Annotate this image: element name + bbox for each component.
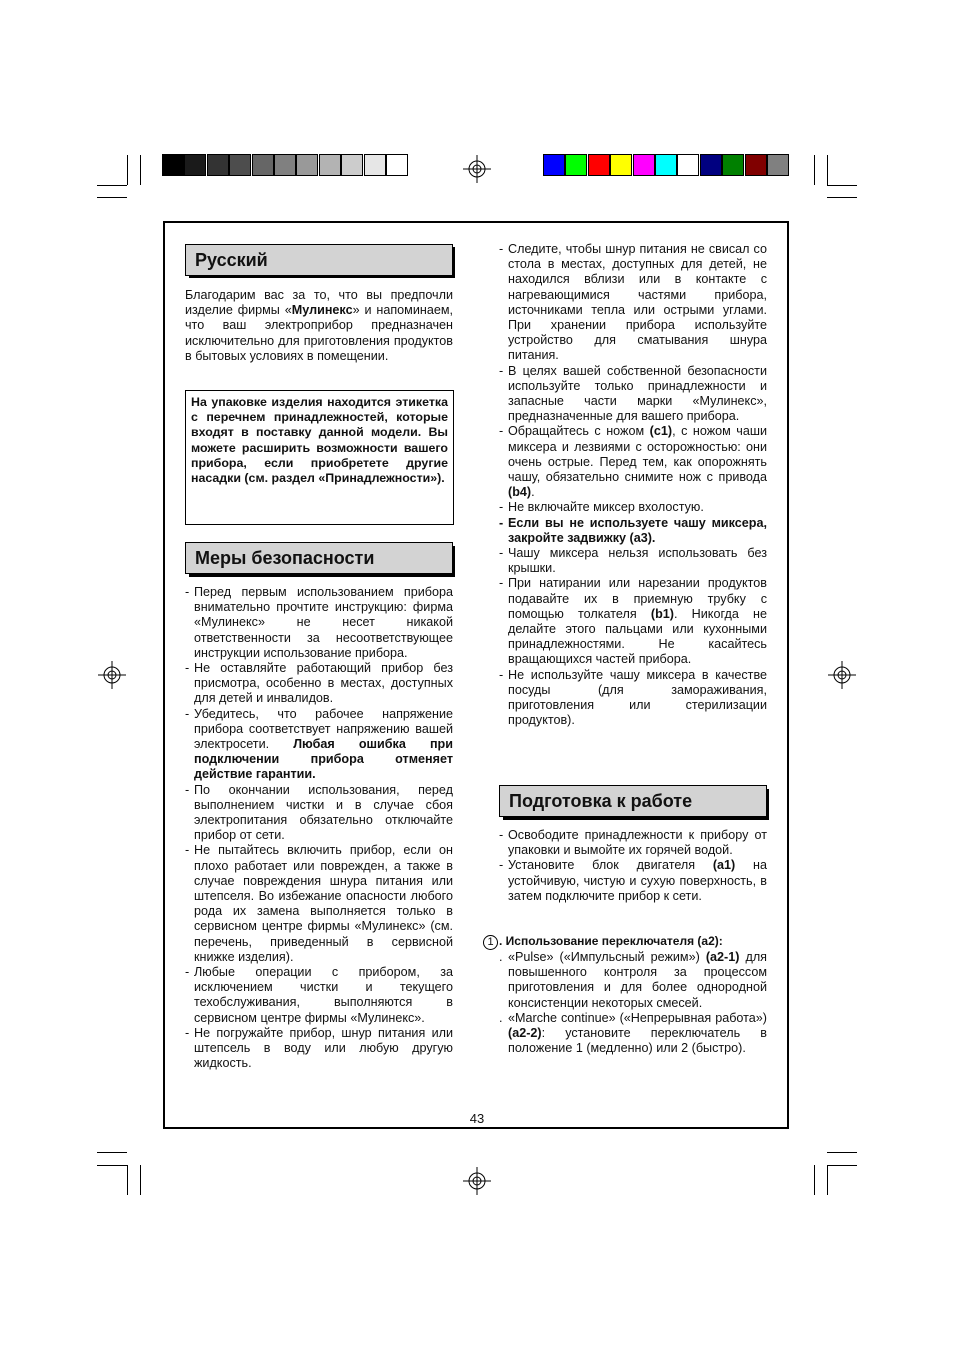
calibration-swatch xyxy=(296,154,318,176)
list-item xyxy=(499,424,767,500)
item-warning: Если вы не используете чашу миксера, закройте задвижку (a3). xyxy=(508,515,767,545)
calibration-swatch xyxy=(633,154,655,176)
calibration-swatch xyxy=(319,154,341,176)
accessories-notice-box: На упаковке изделия находится этикетка с перечнем принадлежностей, которые входят в поставку данной модели. Вы можете расширить возможности вашего прибора, если приобретете другие насадки (см. раздел «Принадлежности»). xyxy=(185,390,454,525)
calibration-swatch xyxy=(274,154,296,176)
list-item xyxy=(499,950,767,1011)
registration-mark-icon xyxy=(463,1167,491,1195)
intro-text-end: » и напоминаем, что ваш электроприбор предназначен исключительно для приготовления продуктов в бытовых условиях в помещении. xyxy=(185,303,453,363)
item-warning: Любая ошибка при подключении прибора отменяет действие гарантии. xyxy=(194,737,453,782)
item-text: По окончании использования, перед выполнением чистки и в случае сбоя электропитания обязательно отключайте прибор от сети. xyxy=(194,782,453,843)
preparation-list xyxy=(499,828,767,904)
list-item xyxy=(499,576,767,667)
list-item xyxy=(185,707,453,783)
part-reference: (b1) xyxy=(650,606,674,621)
registration-mark-icon xyxy=(98,661,126,689)
item-text: . xyxy=(531,485,535,500)
list-item xyxy=(499,500,767,515)
item-text: Установите блок двигателя xyxy=(508,858,713,873)
list-item xyxy=(185,843,453,965)
part-reference: (a1) xyxy=(712,858,736,873)
safety-list-right xyxy=(499,242,767,729)
item-text: Освободите принадлежности к прибору от упаковки и вымойте их горячей водой. xyxy=(508,828,767,858)
switch-usage-title xyxy=(483,934,767,950)
intro-paragraph xyxy=(185,288,453,364)
calibration-swatch xyxy=(767,154,789,176)
item-text: Не погружайте прибор, шнур питания или штепсель в воду или любую другую жидкость. xyxy=(194,1025,453,1071)
list-item xyxy=(499,546,767,576)
safety-list-left xyxy=(185,585,453,1072)
list-item xyxy=(499,828,767,858)
part-reference: (a2-2) xyxy=(508,1026,542,1041)
item-text: на устойчивую, чистую и сухую поверхность, в затем подключите прибор к сети. xyxy=(508,858,767,903)
item-text: . Никогда не делайте этого пальцами или кухонными принадлежностями. Не касайтесь вращающихся частей прибора. xyxy=(508,606,768,667)
item-text: Не включайте миксер вхолостую. xyxy=(508,500,704,515)
list-item xyxy=(185,1026,453,1072)
step-title: . Использование переключателя (a2): xyxy=(499,934,723,948)
list-item xyxy=(499,1011,767,1057)
part-reference: (c1) xyxy=(649,424,673,439)
calibration-swatch xyxy=(341,154,363,176)
item-text: Не используйте чашу миксера в качестве посуды (для замораживания, приготовления или стерилизации продуктов). xyxy=(508,667,767,728)
item-text: Перед первым использованием прибора внимательно прочтите инструкцию: фирма «Мулинекс» не несет никакой ответственности за несоответствующее инструкции использование прибора. xyxy=(194,585,453,660)
part-reference: (b4) xyxy=(508,485,532,500)
registration-mark-icon xyxy=(463,155,491,183)
item-text: Обращайтесь с ножом xyxy=(508,424,650,439)
list-item xyxy=(185,585,453,661)
calibration-swatch xyxy=(184,154,206,176)
calibration-swatch xyxy=(700,154,722,176)
calibration-swatch xyxy=(610,154,632,176)
item-text: : установите переключатель в положение 1 (медленно) или 2 (быстро). xyxy=(508,1026,767,1056)
calibration-swatch xyxy=(207,154,229,176)
list-item xyxy=(185,965,453,1026)
calibration-swatch xyxy=(722,154,744,176)
item-text: Не оставляйте работающий прибор без присмотра, особенно в местах, доступных для детей и инвалидов. xyxy=(194,661,453,706)
registration-mark-icon xyxy=(828,661,856,689)
item-text: «Pulse» («Импульсный режим») xyxy=(508,950,706,964)
brand-name: Мулинекс xyxy=(291,303,353,318)
step-number-badge: 1 xyxy=(483,935,498,950)
calibration-swatch xyxy=(565,154,587,176)
calibration-swatch xyxy=(252,154,274,176)
item-text: При натирании или нарезании продуктов подавайте их в приемную трубку с помощью толкателя xyxy=(508,576,767,621)
item-text: «Marche continue» («Непрерывная работа») xyxy=(508,1010,767,1025)
list-item xyxy=(499,242,767,364)
page-number: 43 xyxy=(469,1111,485,1126)
item-text: В целях вашей собственной безопасности используйте только принадлежности и запасные части марки «Мулинекс», предназначенные для вашего прибора. xyxy=(508,363,767,424)
calibration-swatch xyxy=(745,154,767,176)
intro-text: Благодарим вас за то, что вы предпочли изделие фирмы « xyxy=(185,288,453,318)
list-item xyxy=(499,858,767,904)
calibration-swatch xyxy=(229,154,251,176)
section-heading-russian: Русский xyxy=(185,244,453,276)
calibration-swatch xyxy=(677,154,699,176)
calibration-swatch xyxy=(386,154,408,176)
calibration-swatch xyxy=(364,154,386,176)
item-text: , с ножом чаши миксера и лезвиями с осторожностью: они очень острые. Перед тем, как опорожнять чашу, обязательно снимите нож с привода xyxy=(508,424,768,485)
calibration-swatch xyxy=(543,154,565,176)
calibration-swatch xyxy=(655,154,677,176)
section-heading-preparation: Подготовка к работе xyxy=(499,785,767,817)
calibration-swatch xyxy=(588,154,610,176)
item-text: Любые операции с прибором, за исключением чистки и текущего техобслуживания, выполняются в сервисном центре фирмы «Мулинекс». xyxy=(194,965,453,1025)
list-item xyxy=(499,668,767,729)
part-reference: (a2-1) xyxy=(705,950,740,964)
item-text: для повышенного контроля за процессом приготовления и для более однородной консистенции некоторых смесей. xyxy=(508,950,768,1010)
list-item xyxy=(499,516,767,546)
calibration-swatch xyxy=(162,154,184,176)
list-item xyxy=(185,661,453,707)
list-item xyxy=(499,364,767,425)
switch-modes-list xyxy=(499,950,767,1056)
list-item xyxy=(185,783,453,844)
item-text: Убедитесь, что рабочее напряжение прибора соответствует напряжению вашей электросети. xyxy=(194,706,453,752)
item-text: Чашу миксера нельзя использовать без крышки. xyxy=(508,546,767,576)
item-text: Следите, чтобы шнур питания не свисал со стола в местах, доступных для детей, не находился вблизи или в контакте с нагревающимися частями прибора, источниками тепла или острыми углами. При хранении прибора используйте устройство для сматывания шнура питания. xyxy=(508,242,767,363)
section-heading-safety: Меры безопасности xyxy=(185,542,453,574)
item-text: Не пытайтесь включить прибор, если он плохо работает или поврежден, а также в случае повреждения шнура питания или штепселя. Во избежание опасности любого рода их замена выполняется только в сервисном центре фирмы «Мулинекс» (см. перечень, приведенный в сервисной книжке изделия). xyxy=(194,843,453,964)
